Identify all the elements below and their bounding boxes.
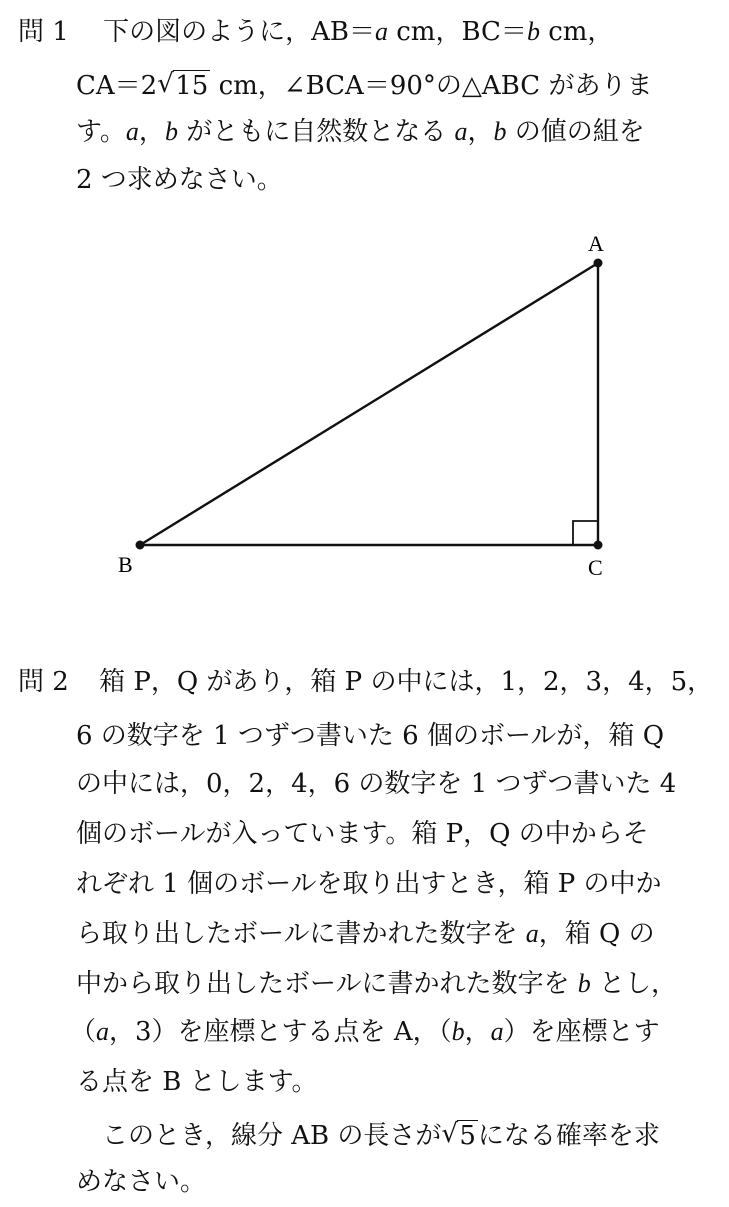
q1-text-3d: ，: [467, 117, 494, 147]
var-b: b: [451, 1017, 465, 1046]
q2-text-6a: ら取り出したボールに書かれた数字を: [76, 919, 526, 949]
q2-text-8b: ，3）を座標とする点を A，（: [109, 1017, 452, 1047]
label-b: B: [118, 552, 133, 577]
q1-text-2b: cm，∠BCA＝90°の△ABC がありま: [210, 71, 653, 101]
q2-text-8c: ，: [464, 1017, 491, 1047]
triangle-figure: [0, 230, 729, 590]
sqrt-5: [441, 1118, 478, 1154]
q2-text-10a: このとき，線分 AB の長さが: [102, 1121, 442, 1151]
q2-text-6b: ，箱 Q の: [538, 919, 655, 949]
q1-line-2: [76, 68, 652, 104]
var-a: a: [96, 1017, 110, 1046]
var-b: b: [526, 17, 540, 46]
side-ab: [140, 263, 598, 545]
q2-text-7a: 中から取り出したボールに書かれた数字を: [76, 969, 578, 999]
sqrt-5-radicand: 5: [459, 1121, 476, 1151]
point-b: [136, 541, 145, 550]
q1-text-3c: がともに自然数となる: [177, 117, 455, 147]
q1-label: 問 1: [18, 17, 69, 47]
var-b: b: [577, 969, 591, 998]
q2-text-10b: になる確率を求: [477, 1121, 660, 1151]
right-angle-mark: [573, 521, 598, 545]
q1-line-3: [76, 114, 645, 150]
q2-text-1: 箱 P，Q があり，箱 P の中には，1，2，3，4，5，: [99, 667, 714, 697]
q1-text-2a: CA＝2: [76, 71, 158, 101]
q1-text-3e: の値の組を: [506, 117, 645, 147]
q2-line-10: [102, 1118, 660, 1154]
q2-line-5: れぞれ 1 個のボールを取り出すとき，箱 P の中か: [76, 869, 662, 899]
var-a: a: [454, 117, 468, 146]
q2-line-1: [18, 664, 713, 700]
point-c: [594, 541, 603, 550]
q2-line-9: る点を B とします。: [76, 1067, 318, 1097]
var-a: a: [374, 17, 388, 46]
q1-line-1: [18, 14, 613, 50]
sqrt-15-radicand: 15: [175, 71, 209, 101]
q1-line-4: 2 つ求めなさい。: [76, 165, 283, 195]
label-a: A: [588, 231, 604, 256]
q1-text-1b: cm，BC＝: [387, 17, 527, 47]
q2-line-2: 6 の数字を 1 つずつ書いた 6 個のボールが，箱 Q: [76, 721, 665, 751]
q2-label: 問 2: [18, 667, 69, 697]
q2-line-8: [70, 1014, 660, 1050]
var-b: b: [493, 117, 507, 146]
q1-text-3a: す。: [76, 117, 126, 147]
q2-line-11: めなさい。: [76, 1167, 207, 1197]
q2-text-8a: （: [70, 1017, 97, 1047]
var-a: a: [490, 1017, 504, 1046]
point-a: [594, 259, 603, 268]
var-b: b: [164, 117, 178, 146]
q2-line-7: [76, 966, 677, 1002]
label-c: C: [588, 555, 603, 580]
q2-line-4: 個のボールが入っています。箱 P，Q の中からそ: [76, 819, 649, 849]
q2-text-7b: とし，: [590, 969, 678, 999]
q2-text-8d: ）を座標とす: [503, 1017, 660, 1047]
q1-text-1c: cm，: [539, 17, 614, 47]
q1-text-3b: ，: [138, 117, 165, 147]
var-a: a: [125, 117, 139, 146]
q2-line-6: [76, 916, 655, 952]
q2-line-3: の中には，0，2，4，6 の数字を 1 つずつ書いた 4: [76, 769, 677, 799]
var-a: a: [525, 919, 539, 948]
sqrt-15: [157, 68, 210, 104]
q1-text-1a: 下の図のように，AB＝: [103, 17, 375, 47]
